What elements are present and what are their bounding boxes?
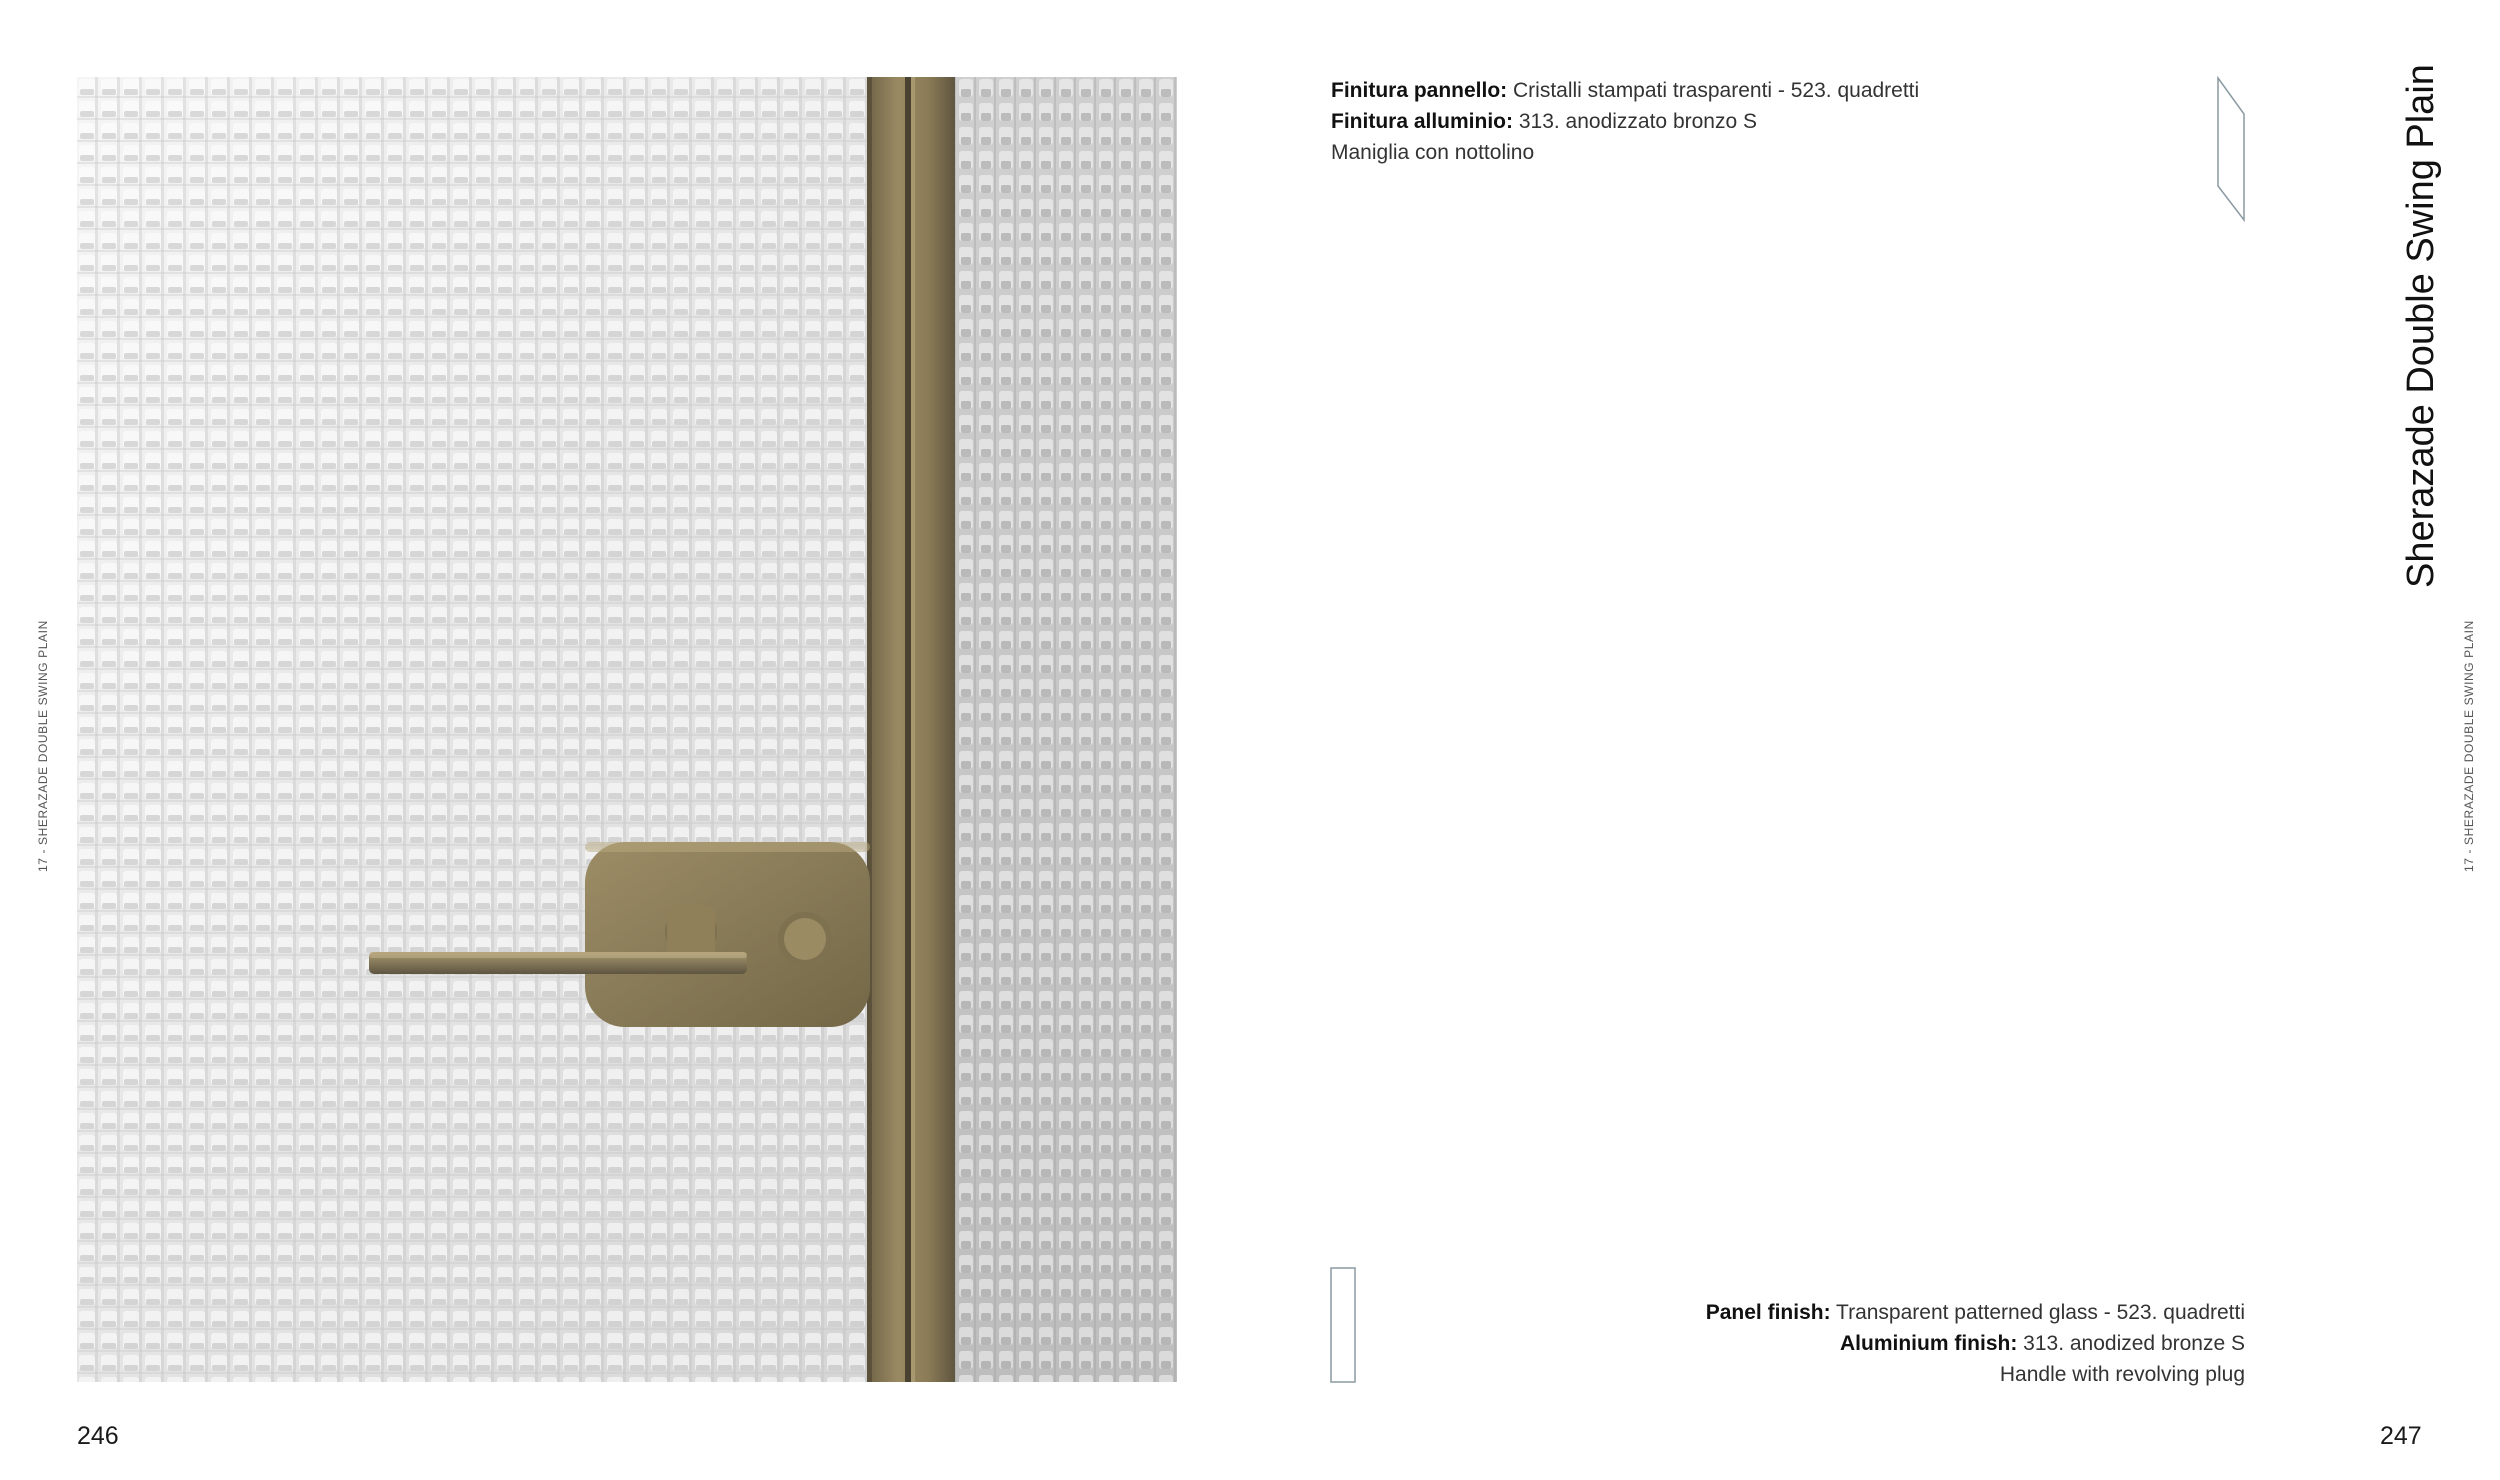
spec-value: Cristalli stampati trasparenti - 523. quadretti (1507, 79, 1920, 102)
door-handle-photo (77, 77, 1177, 1382)
spec-value: Transparent patterned glass - 523. quadretti (1830, 1301, 2245, 1324)
spec-label: Finitura pannello: (1331, 79, 1508, 102)
spec-value: Maniglia con nottolino (1331, 141, 1535, 164)
page-number: 246 (77, 1422, 119, 1450)
spec-value: 313. anodized bronze S (2017, 1332, 2245, 1355)
door-panel-icon (1330, 1267, 1356, 1383)
specs-italian (1331, 75, 1919, 168)
spec-label: Finitura alluminio: (1331, 110, 1513, 133)
side-section-label: 17 - SHERAZADE DOUBLE SWING PLAIN (36, 620, 50, 872)
door-panel-icon (2216, 76, 2246, 222)
spec-row (1706, 1297, 2245, 1328)
spec-row (1706, 1359, 2245, 1390)
spec-row (1331, 75, 1919, 106)
spec-label: Panel finish: (1705, 1301, 1831, 1324)
spec-value: 313. anodizzato bronzo S (1513, 110, 1758, 133)
page-number: 247 (2380, 1422, 2422, 1450)
page-title: Sherazade Double Swing Plain (2400, 64, 2442, 588)
spec-value: Handle with revolving plug (1999, 1363, 2245, 1386)
side-section-label: 17 - SHERAZADE DOUBLE SWING PLAIN (2462, 620, 2476, 872)
spec-row (1331, 137, 1919, 168)
specs-english (1706, 1297, 2245, 1390)
spec-row (1331, 106, 1919, 137)
spec-row (1706, 1328, 2245, 1359)
spec-label: Aluminium finish: (1840, 1332, 2018, 1355)
